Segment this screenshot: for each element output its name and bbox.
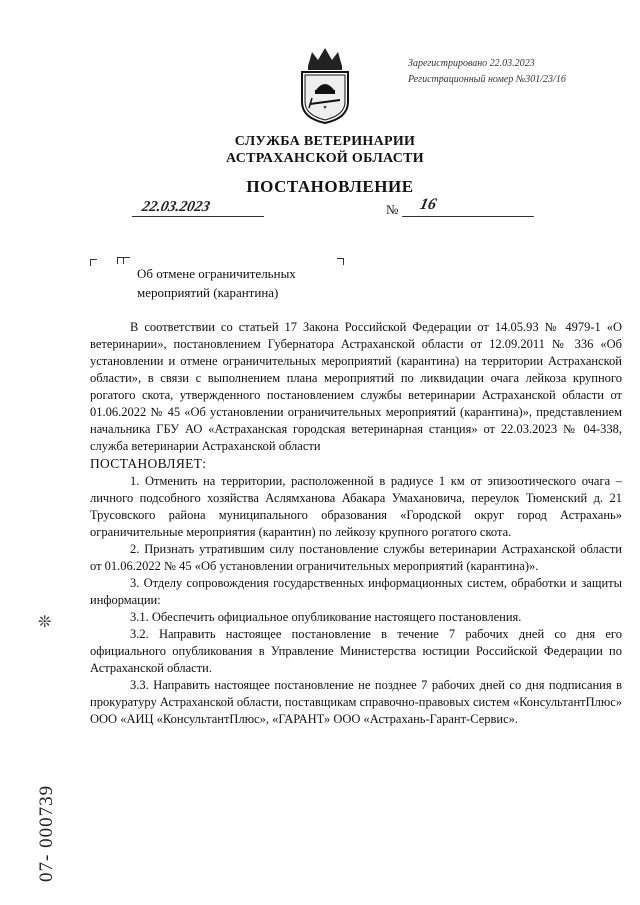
vertical-document-number: 07- 000739: [36, 784, 57, 882]
item-3-2: 3.2. Направить настоящее постановление в течение 7 рабочих дней со дня его официального опубликования в Управление Министерства юстиции Российской Федерации по Астраханской области.: [90, 627, 622, 675]
agency-name-line-1: СЛУЖБА ВЕТЕРИНАРИИ: [234, 134, 416, 149]
date-underline: [132, 216, 264, 217]
subject-bracket-right: [337, 258, 344, 265]
item-1: 1. Отменить на территории, расположенной в радиусе 1 км от эпизоотического очага – личного подсобного хозяйства Аслямханова Абакара Умахановича, переулок Тюменский д. 21 Трусовского района муниципального образования «Городской округ город Астрахань» ограничительные мероприятия (карантин) по лейкозу крупного рогатого скота.: [90, 474, 622, 539]
coat-of-arms-emblem: [296, 46, 354, 124]
item-3-3: 3.3. Направить настоящее постановление не позднее 7 рабочих дней со дня подписания в прокуратуру Астраханской области, поставщикам справочно-правовых систем «КонсультантПлюс» ООО «АИЦ «КонсультантПлюс», «ГАРАНТ» ООО «Астрахань-Гарант-Сервис».: [90, 678, 622, 726]
document-type-title: ПОСТАНОВЛЕНИЕ: [246, 177, 414, 196]
item-2: 2. Признать утратившим силу постановление службы ветеринарии Астраханской области от 01.06.2022 № 45 «Об установлении ограничительных мероприятий (карантина)».: [90, 542, 622, 573]
item-3: 3. Отделу сопровождения государственных информационных систем, обработки и защиты информации:: [90, 576, 622, 607]
decree-word: ПОСТАНОВЛЯЕТ:: [90, 456, 207, 471]
document-subject: [137, 264, 296, 302]
item-3-1: 3.1. Обеспечить официальное опубликование настоящего постановления.: [130, 610, 522, 624]
subject-line-1: Об отмене ограничительных: [137, 266, 296, 281]
agency-name-line-2: АСТРАХАНСКОЙ ОБЛАСТИ: [225, 151, 424, 166]
corner-mark-left: [90, 259, 97, 266]
number-underline: [402, 216, 534, 217]
number-label: №: [386, 202, 399, 217]
side-stamp-mark: ❊: [38, 614, 52, 631]
subject-bracket-left-inner: [123, 257, 130, 264]
registration-number: Регистрационный номер №301/23/16: [408, 74, 566, 85]
number-handwritten: 16: [418, 196, 438, 213]
registration-date: Зарегистрировано 22.03.2023: [408, 58, 535, 69]
subject-line-2: мероприятий (карантина): [137, 285, 279, 300]
document-body: [90, 319, 622, 728]
date-handwritten: 22.03.2023: [140, 199, 212, 215]
preamble-paragraph: В соответствии со статьей 17 Закона Российской Федерации от 14.05.93 № 4979-1 «О ветеринарии», постановлением Губернатора Астраханской области от 12.09.2011 № 336 «Об установлении и отмене ограничительных мероприятий (карантина) на территории Астраханской области», в связи с выполнением плана мероприятий по ликвидации очага лейкоза крупного рогатого скота, утвержденного постановлением службы ветеринарии Астраханской области от 01.06.2022 № 45 «Об установлении ограничительных мероприятий (карантина)», представлением начальника ГБУ АО «Астраханская городская ветеринарная станция» от 22.03.2023 № 04-338, служба ветеринарии Астраханской области: [90, 320, 622, 453]
